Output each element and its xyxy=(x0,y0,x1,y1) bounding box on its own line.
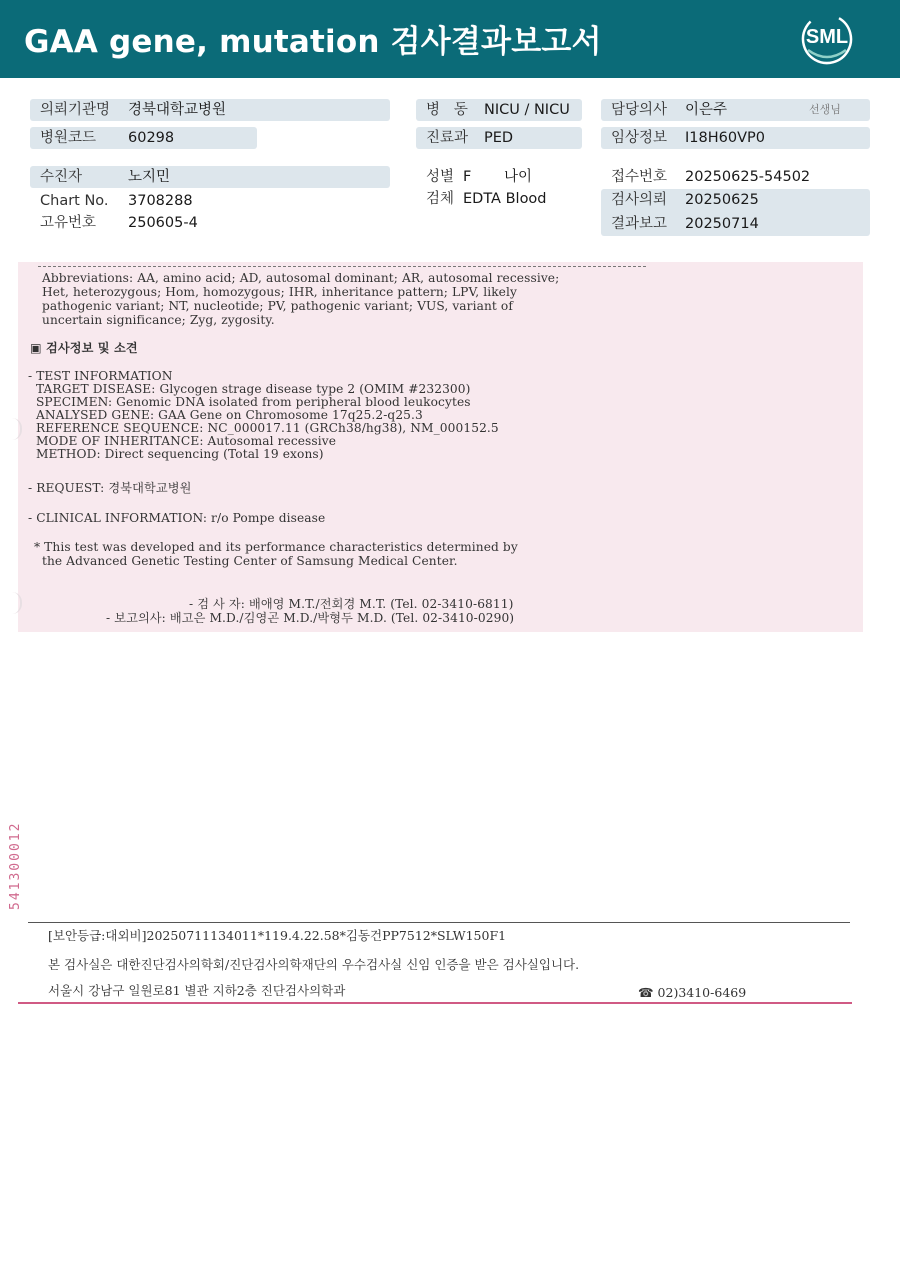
dates-block xyxy=(601,189,870,236)
chart-no-row xyxy=(30,190,390,212)
chart-no-label: Chart No. xyxy=(40,193,109,209)
receipt-label: 접수번호 xyxy=(611,169,668,185)
security-line: [보안등급:대외비]20250711134011*119.4.22.58*김동건PP7512*SLW150F1 xyxy=(48,928,507,943)
dept-row xyxy=(416,127,582,149)
clinical-info-row xyxy=(601,127,870,149)
receipt-row xyxy=(601,166,870,188)
chart-no-value: 3708288 xyxy=(128,193,193,209)
age-label: 나이 xyxy=(504,169,533,185)
footer-bottom-rule xyxy=(18,1002,852,1004)
sex-label: 성별 xyxy=(426,169,455,185)
clinical-info-line: - CLINICAL INFORMATION: r/o Pompe disease xyxy=(28,511,326,525)
footer-top-rule xyxy=(28,922,850,923)
sex-value: F xyxy=(463,169,472,185)
clinical-info-value: I18H60VP0 xyxy=(685,130,765,146)
dept-label: 진료과 xyxy=(426,130,469,146)
unique-no-row xyxy=(30,212,390,234)
patient-value: 노지민 xyxy=(128,169,171,185)
certification-line: 본 검사실은 대한진단검사의학회/진단검사의학재단의 우수검사실 신임 인증을 받은 검사실입니다. xyxy=(48,957,580,972)
section-heading: ▣ 검사정보 및 소견 xyxy=(30,341,138,355)
test-info-line-2: TARGET DISEASE: Glycogen strage disease type 2 (OMIM #232300) xyxy=(28,382,471,396)
test-info-line-7: METHOD: Direct sequencing (Total 19 exons) xyxy=(28,447,324,461)
report-title: GAA gene, mutation 검사결과보고서 xyxy=(24,24,602,60)
report-header xyxy=(0,0,900,78)
sml-logo xyxy=(800,12,854,66)
unique-no-value: 250605-4 xyxy=(128,215,198,231)
address-line: 서울시 강남구 일원로81 별관 지하2층 진단검사의학과 xyxy=(48,983,346,998)
report-date-value: 20250714 xyxy=(685,216,759,232)
abbrev-line-4: uncertain significance; Zyg, zygosity. xyxy=(42,313,275,327)
examiner-line: - 검 사 자: 배애영 M.T./전회경 M.T. (Tel. 02-3410-6811) xyxy=(189,597,514,611)
test-info-line-3: SPECIMEN: Genomic DNA isolated from peripheral blood leukocytes xyxy=(28,395,471,409)
hospital-code-row xyxy=(30,127,257,149)
phone-line: ☎ 02)3410-6469 xyxy=(638,985,747,1000)
scanned-report xyxy=(18,262,863,632)
report-date-label: 결과보고 xyxy=(611,216,668,232)
abbrev-line-3: pathogenic variant; NT, nucleotide; PV, pathogenic variant; VUS, variant of xyxy=(42,299,513,313)
abbrev-line-1: Abbreviations: AA, amino acid; AD, autosomal dominant; AR, autosomal recessive; xyxy=(42,271,560,285)
test-info-line-5: REFERENCE SEQUENCE: NC_000017.11 (GRCh38/hg38), NM_000152.5 xyxy=(28,421,499,435)
ward-label: 병 동 xyxy=(426,102,468,118)
test-info-line-1: - TEST INFORMATION xyxy=(28,369,173,383)
patient-row xyxy=(30,166,390,188)
unique-no-label: 고유번호 xyxy=(40,215,97,231)
doctor-label: 담당의사 xyxy=(611,102,668,118)
receipt-value: 20250625-54502 xyxy=(685,169,811,185)
reporter-line: - 보고의사: 배고은 M.D./김영곤 M.D./박형두 M.D. (Tel. 02-3410-0290) xyxy=(106,611,515,625)
institution-row xyxy=(30,99,390,121)
specimen-row xyxy=(416,188,582,210)
ward-value: NICU / NICU xyxy=(484,102,570,118)
sex-age-row xyxy=(416,166,582,188)
test-info-line-4: ANALYSED GENE: GAA Gene on Chromosome 17q25.2-q25.3 xyxy=(28,408,423,422)
specimen-label: 검체 xyxy=(426,191,455,207)
specimen-value: EDTA Blood xyxy=(463,191,547,207)
test-info-line-6: MODE OF INHERITANCE: Autosomal recessive xyxy=(28,434,337,448)
side-code-text: 541300012 xyxy=(8,821,23,910)
logo-text: SML xyxy=(805,26,849,48)
institution-value: 경북대학교병원 xyxy=(128,102,227,118)
note-line-1: * This test was developed and its performance characteristics determined by xyxy=(34,540,518,554)
side-barcode-number xyxy=(8,790,38,930)
hospital-code-label: 병원코드 xyxy=(40,130,97,146)
hospital-code-value: 60298 xyxy=(128,130,175,146)
request-date-label: 검사의뢰 xyxy=(611,192,668,208)
dept-value: PED xyxy=(484,130,514,146)
doctor-value: 이은주 xyxy=(685,102,728,118)
clinical-info-label: 임상정보 xyxy=(611,130,668,146)
request-date-value: 20250625 xyxy=(685,192,759,208)
doctor-row xyxy=(601,99,870,121)
dashed-divider xyxy=(38,266,646,267)
patient-label: 수진자 xyxy=(40,169,83,185)
institution-label: 의뢰기관명 xyxy=(40,102,111,118)
note-line-2: the Advanced Genetic Testing Center of Samsung Medical Center. xyxy=(34,554,458,568)
doctor-suffix: 선생님 xyxy=(809,103,841,116)
abbrev-line-2: Het, heterozygous; Hom, homozygous; IHR, inheritance pattern; LPV, likely xyxy=(42,285,517,299)
request-line: - REQUEST: 경북대학교병원 xyxy=(28,481,192,495)
ward-row xyxy=(416,99,582,121)
